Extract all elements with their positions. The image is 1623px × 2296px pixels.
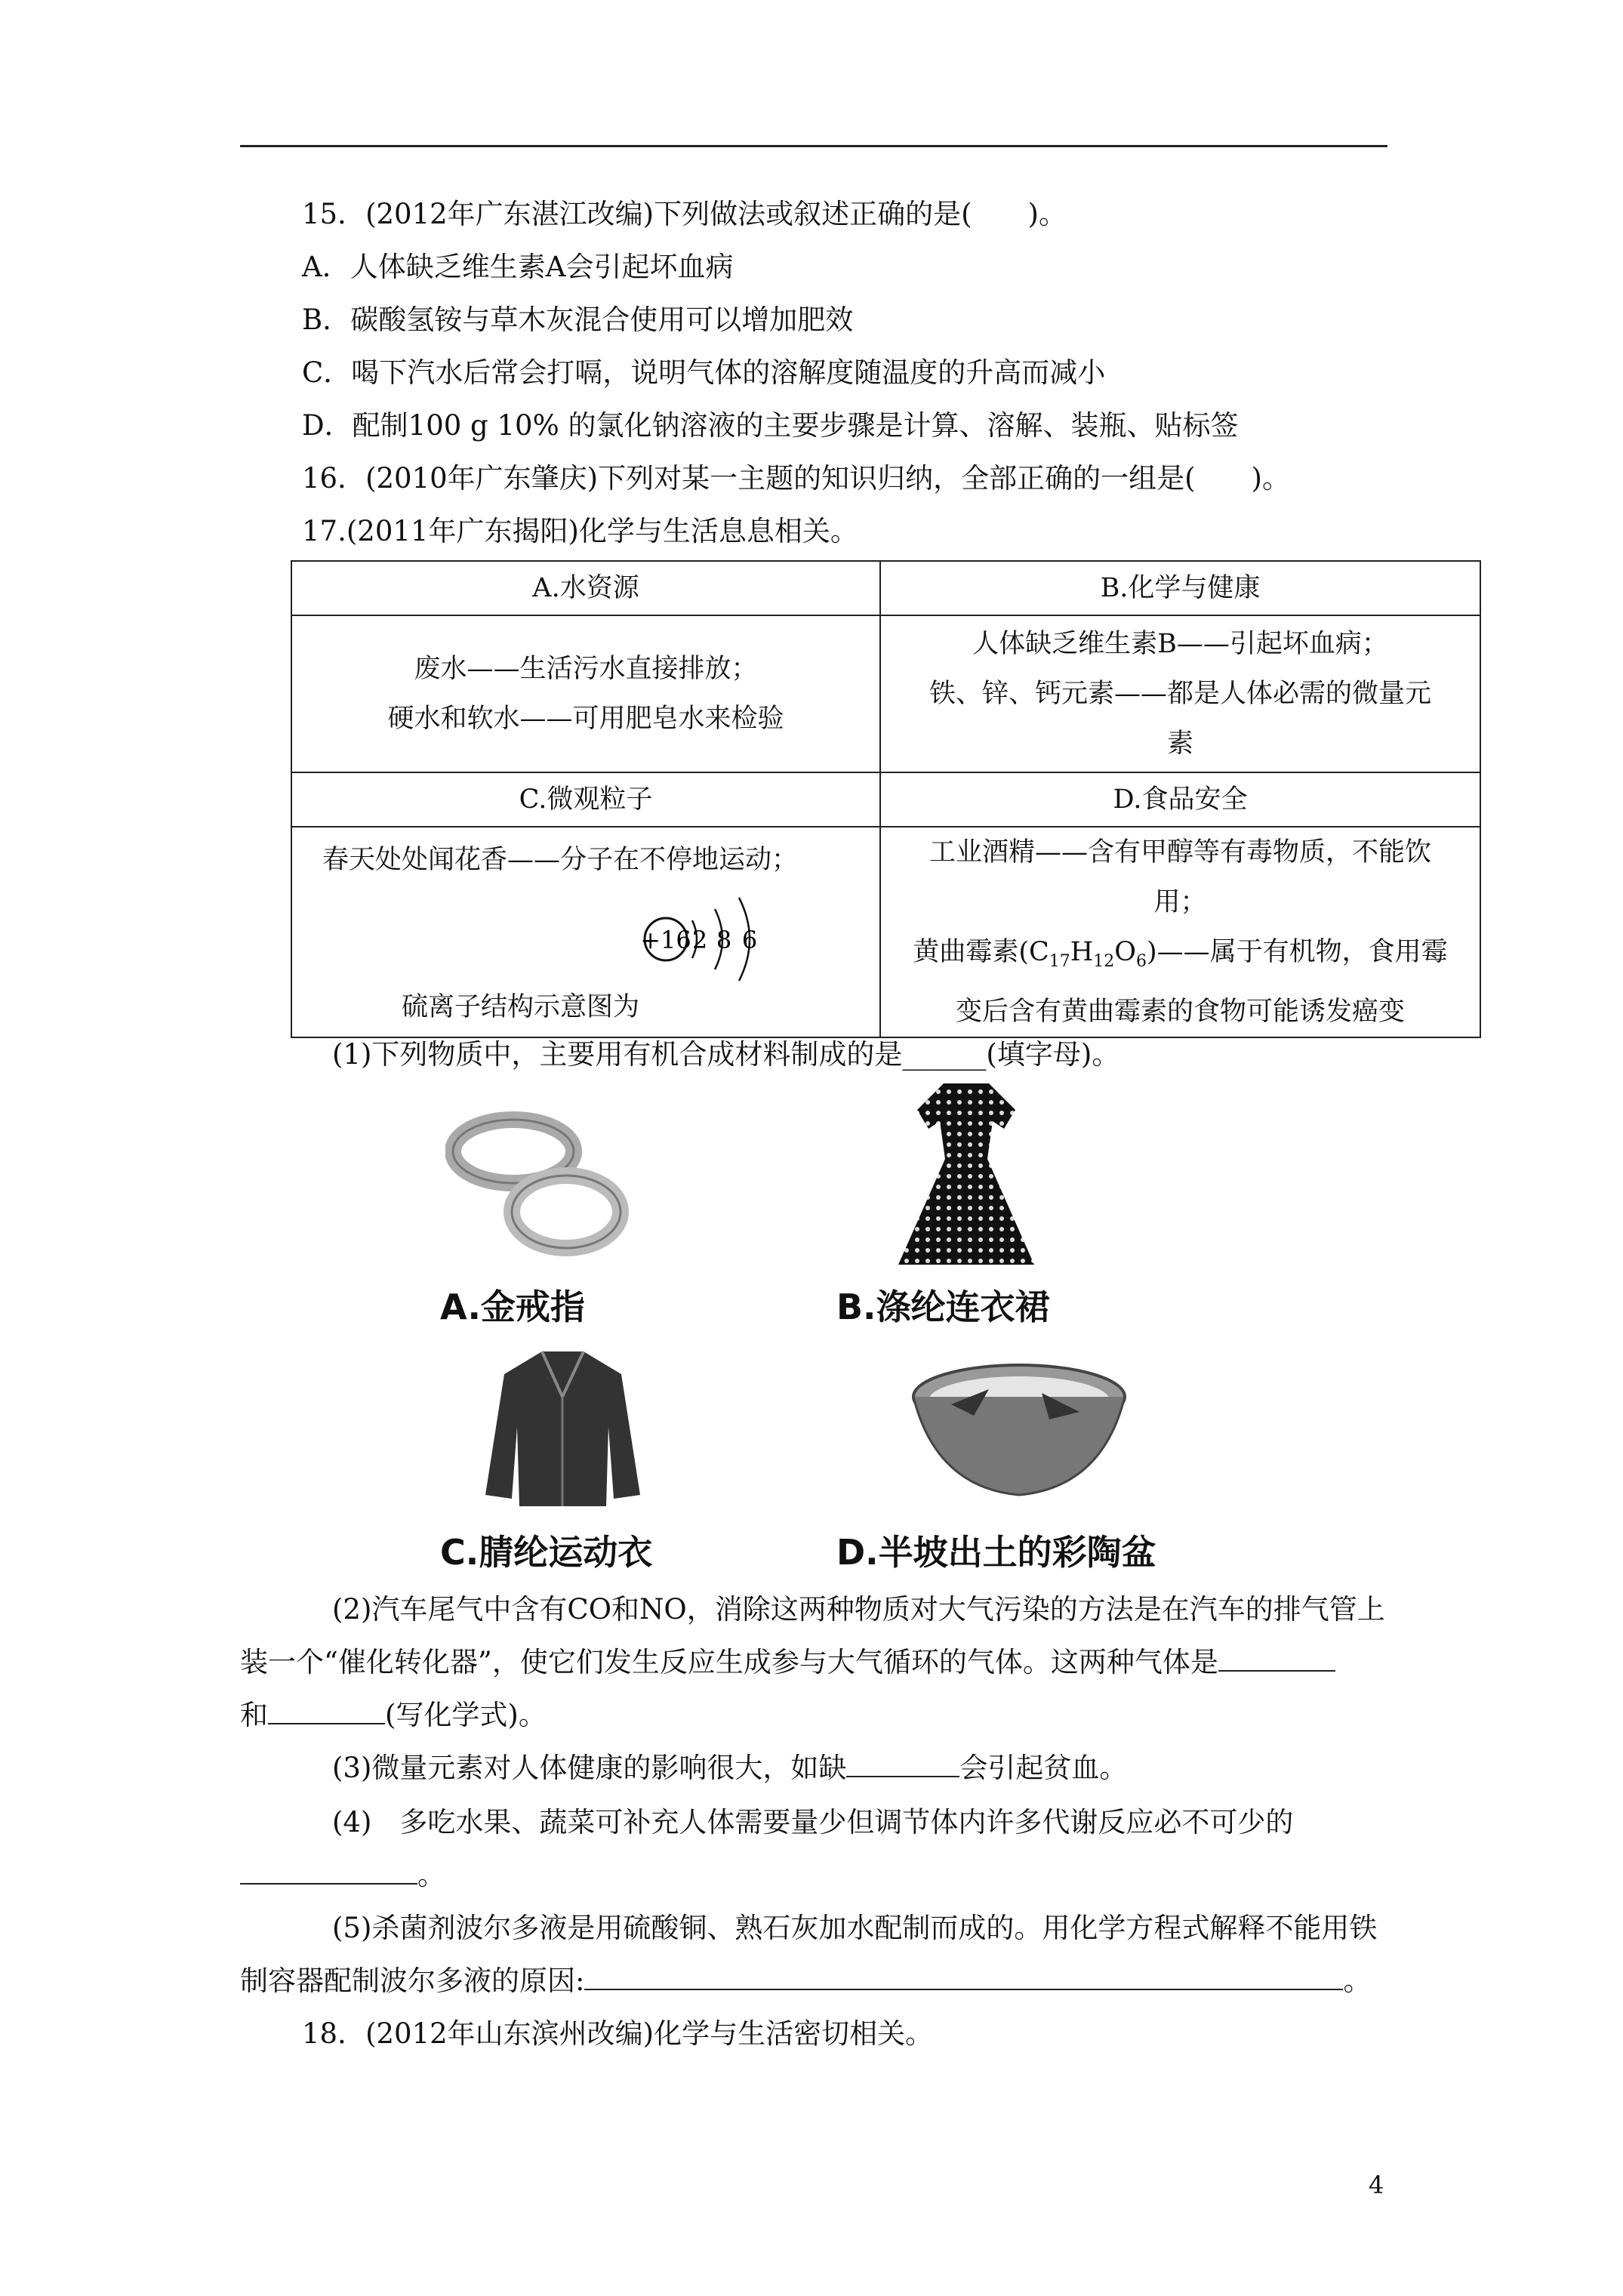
- table-head-d: D.食品安全: [880, 772, 1480, 827]
- q17-sub3: [332, 1752, 1127, 1785]
- q15-option-c: C．喝下汽水后常会打嗝，说明气体的溶解度随温度的升高而减小: [302, 356, 1106, 389]
- knowledge-table: [291, 560, 1481, 1038]
- answer-blank-nutrient[interactable]: [240, 1860, 417, 1885]
- polyester-dress-image: [891, 1076, 1042, 1268]
- answer-blank-equation[interactable]: [584, 1966, 1343, 1990]
- ion-shell-3: 6: [741, 926, 758, 954]
- formula-sub-c: 17: [1049, 952, 1070, 971]
- aflatoxin-post: )——属于有机物，食用霉: [1147, 937, 1448, 967]
- q15-option-b: B．碳酸氢铵与草木灰混合使用可以增加肥效: [302, 304, 854, 336]
- table-c-line-1: 春天处处闻花香——分子在不停地运动；: [322, 845, 799, 875]
- q17-sub4-line1: (4) 多吃水果、蔬菜可补充人体需要量少但调节体内许多代谢反应必不可少的: [332, 1806, 1294, 1838]
- q17-sub2-line2: [240, 1646, 1335, 1679]
- table-cell-d: [880, 827, 1480, 1037]
- q17-sub2-line1: (2)汽车尾气中含有CO和NO，消除这两种物质对大气污染的方法是在汽车的排气管上: [332, 1593, 1385, 1626]
- caption-d: D.半坡出土的彩陶盆: [836, 1532, 1156, 1573]
- q17-sub1: (1)下列物质中，主要用有机合成材料制成的是______(填字母)。: [332, 1038, 1120, 1071]
- table-cell-a: [291, 615, 880, 772]
- q17-sub4-line2: [240, 1859, 445, 1892]
- table-cell-c: [291, 827, 880, 1037]
- table-c-line-2: 硫离子结构示意图为: [402, 992, 640, 1022]
- header-rule: [240, 145, 1387, 147]
- acrylic-jacket-image: [482, 1344, 644, 1510]
- answer-blank-gas-2[interactable]: [268, 1700, 385, 1724]
- answer-blank-gas-1[interactable]: [1218, 1647, 1335, 1672]
- q17-sub2-line3: [240, 1699, 547, 1732]
- table-b-line-1: 人体缺乏维生素B——引起坏血病；: [972, 629, 1388, 659]
- table-d-line-1: 工业酒精——含有甲醇等有毒物质，不能饮: [929, 837, 1431, 868]
- sub3-text-post: 会引起贫血。: [959, 1752, 1128, 1784]
- table-cell-b: [880, 615, 1480, 772]
- table-a-line-2: 硬水和软水——可用肥皂水来检验: [387, 704, 784, 734]
- table-head-a: A.水资源: [291, 561, 880, 615]
- q16-stem: 16．(2010年广东肇庆)下列对某一主题的知识归纳，全部正确的一组是( )。: [302, 462, 1290, 495]
- painted-pottery-basin-image: [906, 1359, 1132, 1510]
- sub5-period: 。: [1343, 1965, 1372, 1997]
- table-a-line-1: 废水——生活污水直接排放；: [414, 654, 758, 684]
- q15-stem: 15．(2012年广东湛江改编)下列做法或叙述正确的是( )。: [302, 198, 1067, 230]
- sub5-text-pre: 制容器配制波尔多液的原因:: [240, 1965, 585, 1997]
- q15-option-a: A．人体缺乏维生素A会引起坏血病: [302, 251, 734, 283]
- aflatoxin-pre: 黄曲霉素(C: [913, 937, 1049, 967]
- sub2-line3-text: (写化学式)。: [385, 1699, 547, 1731]
- page-number: 4: [1369, 2171, 1384, 2199]
- table-b-line-3: 素: [1166, 729, 1193, 759]
- formula-o: O: [1114, 937, 1136, 967]
- table-d-line-4: 变后含有黄曲霉素的食物可能诱发癌变: [955, 997, 1405, 1027]
- sub2-and: 和: [240, 1699, 268, 1731]
- table-head-c: C.微观粒子: [291, 772, 880, 827]
- gold-rings-image: [445, 1099, 634, 1265]
- table-d-line-3: [890, 927, 1471, 987]
- sub4-period: 。: [417, 1859, 445, 1891]
- sub2-line2-text: 装一个“催化转化器”，使它们发生反应生成参与大气循环的气体。这两种气体是: [240, 1646, 1218, 1678]
- formula-h: H: [1070, 937, 1094, 967]
- ion-shell-2: 8: [716, 926, 732, 954]
- sulfur-ion-diagram: [639, 879, 813, 992]
- caption-c: C.腈纶运动衣: [440, 1532, 653, 1573]
- caption-a: A.金戒指: [440, 1287, 585, 1327]
- ion-nucleus: +16: [640, 926, 691, 954]
- sub3-text-pre: (3)微量元素对人体健康的影响很大，如缺: [332, 1752, 847, 1784]
- q17-sub5-line1: (5)杀菌剂波尔多液是用硫酸铜、熟石灰加水配制而成的。用化学方程式解释不能用铁: [332, 1912, 1378, 1944]
- formula-sub-h: 12: [1093, 952, 1115, 971]
- q18-stem: 18．(2012年山东滨州改编)化学与生活密切相关。: [302, 2017, 934, 2050]
- ion-shell-1: 2: [691, 926, 708, 954]
- table-d-line-2: 用；: [1153, 887, 1207, 917]
- q17-sub5-line2: [240, 1965, 1371, 1998]
- q15-option-d: D．配制100 g 10% 的氯化钠溶液的主要步骤是计算、溶解、装瓶、贴标签: [302, 409, 1239, 442]
- answer-blank-element[interactable]: [846, 1753, 959, 1777]
- table-head-b: B.化学与健康: [880, 561, 1480, 615]
- table-b-line-2: 铁、锌、钙元素——都是人体必需的微量元: [929, 679, 1431, 709]
- formula-sub-o: 6: [1136, 952, 1147, 971]
- caption-b: B.涤纶连衣裙: [836, 1287, 1050, 1327]
- q17-stem: 17.(2011年广东揭阳)化学与生活息息相关。: [302, 515, 858, 547]
